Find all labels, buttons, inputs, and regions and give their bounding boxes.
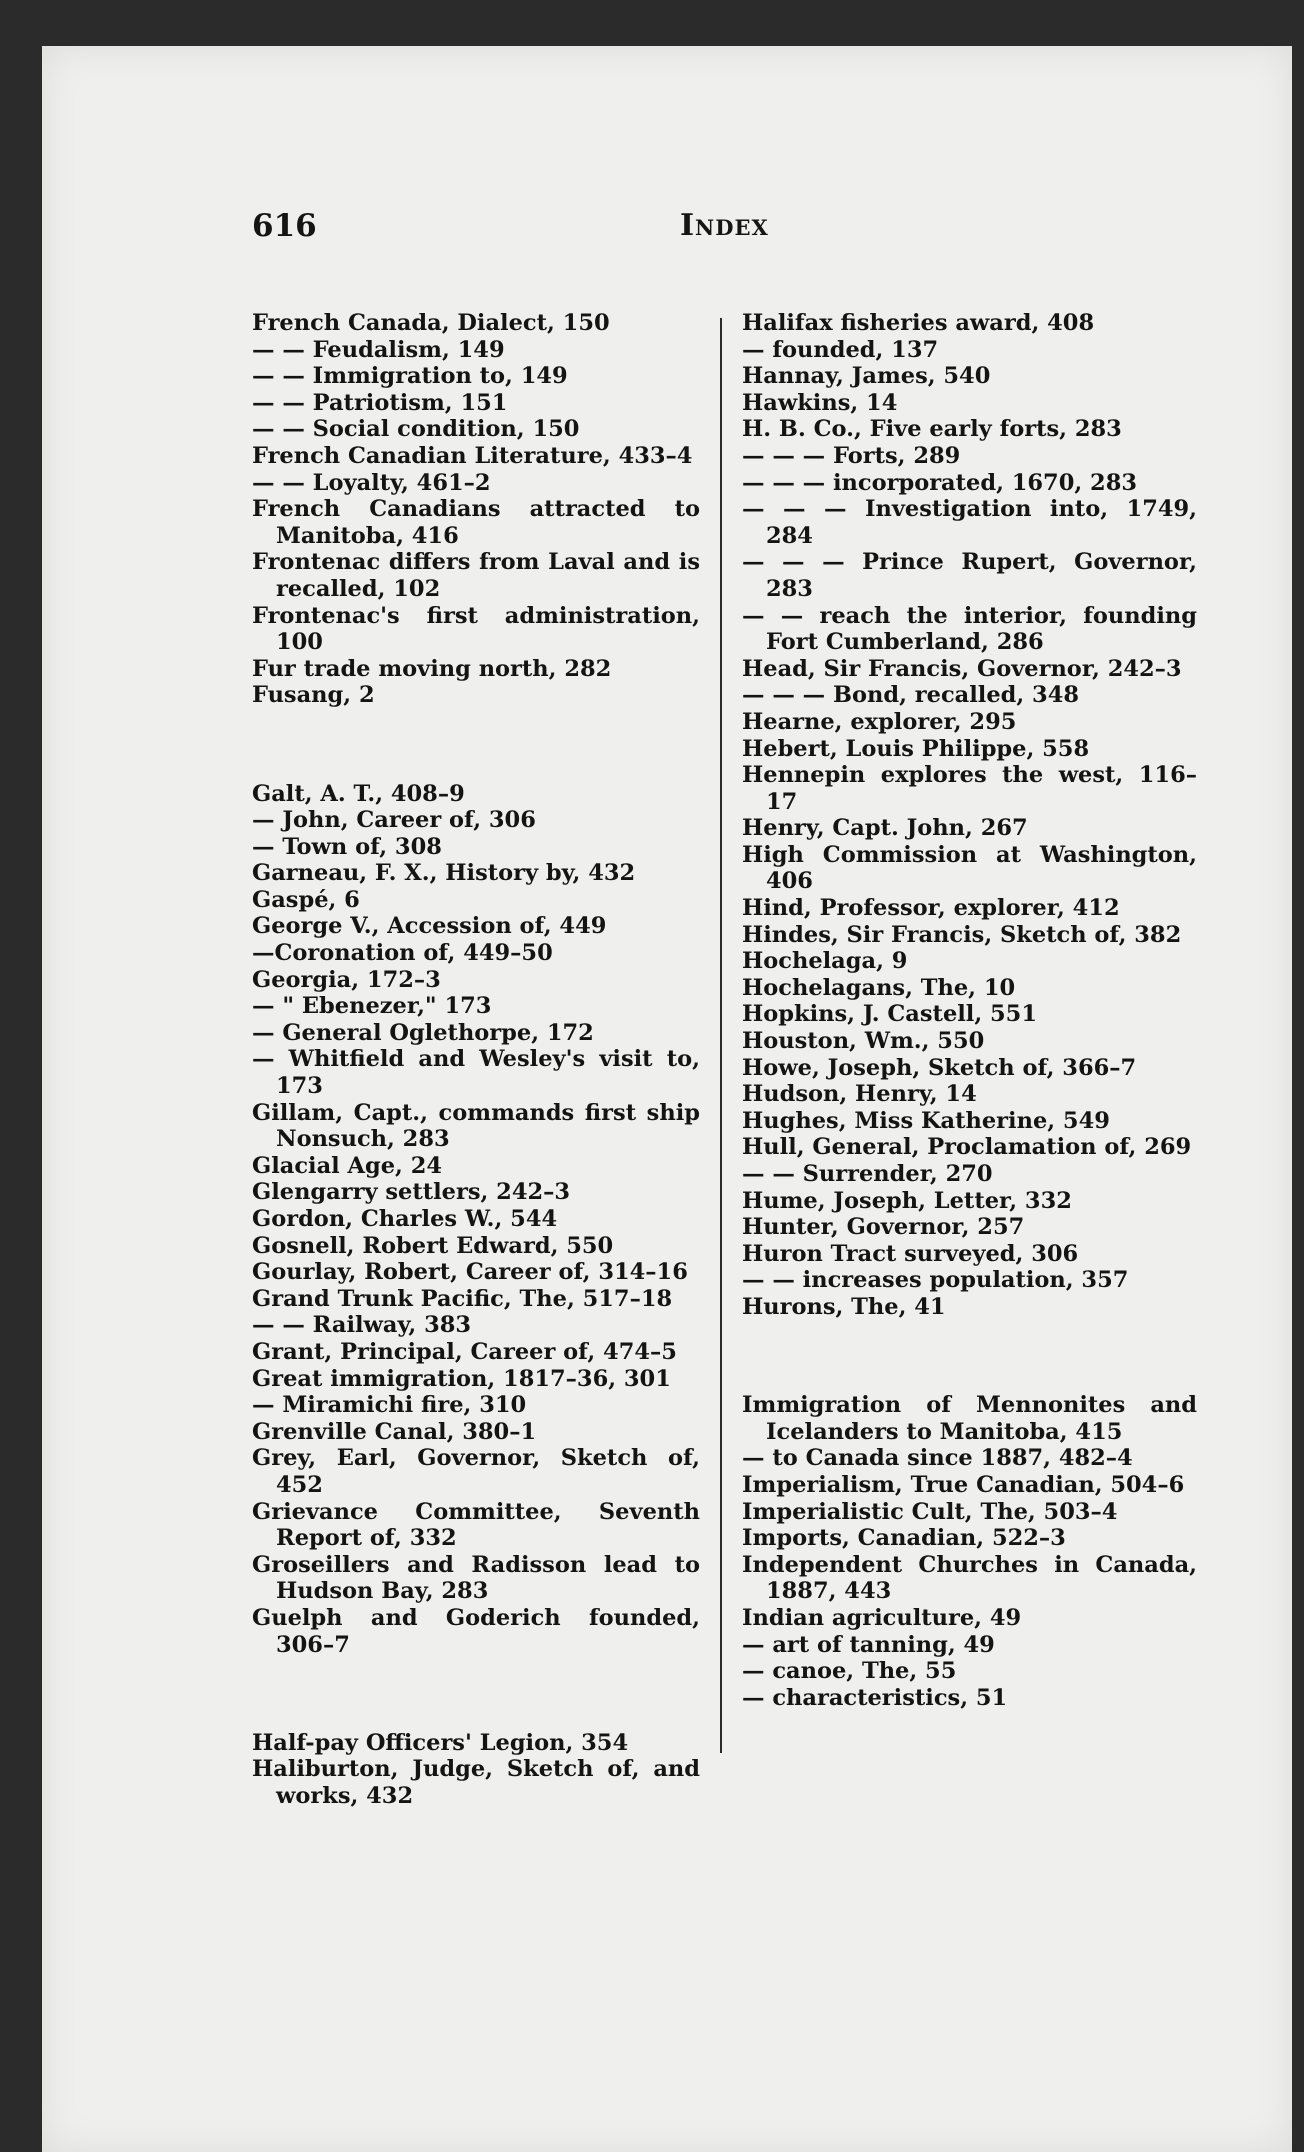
index-entry: Hughes, Miss Katherine, 549 [742,1107,1110,1134]
index-entry: Galt, A. T., 408–9 [252,780,465,807]
index-entry: Grievance Committee, Seventh Report of, 332 [252,1498,700,1552]
index-entry: Halifax fisheries award, 408 [742,310,1095,336]
index-entry: Hennepin explores the west, 116–17 [742,762,1197,815]
index-entry: — canoe, The, 55 [742,1658,957,1685]
index-entry: Independent Churches in Canada, 1887, 443 [742,1551,1197,1605]
index-entry: Grenville Canal, 380–1 [252,1418,537,1445]
index-section-gap [742,1343,1197,1370]
index-entry: Glacial Age, 24 [252,1152,443,1179]
index-entry: —Coronation of, 449–50 [252,940,553,967]
index-section-gap [252,1681,700,1708]
index-entry: — — Immigration to, 149 [252,363,568,390]
index-entry: — Whitfield and Wesley's visit to, 173 [252,1046,700,1100]
index-entry: Great immigration, 1817–36, 301 [252,1365,671,1392]
index-entry: High Commission at Washington, 406 [742,841,1197,895]
index-entry: — " Ebenezer," 173 [252,993,492,1020]
index-entry: Grant, Principal, Career of, 474–5 [252,1338,677,1365]
index-entry: Howe, Joseph, Sketch of, 366–7 [742,1054,1137,1081]
index-entry: — Town of, 308 [252,833,442,860]
index-column-left [252,310,700,1809]
index-entry: — — — Investigation into, 1749, 284 [742,496,1197,549]
index-entry: Immigration of Mennonites and Icelanders to Manitoba, 415 [742,1392,1197,1445]
index-section-gap [252,731,700,758]
index-entry: Hearne, explorer, 295 [742,708,1017,735]
index-entry: Gaspé, 6 [252,886,360,913]
index-entry: Frontenac's first administration, 100 [252,602,700,656]
index-entry: Imports, Canadian, 522–3 [742,1525,1066,1552]
index-entry: Haliburton, Judge, Sketch of, and works, 432 [252,1756,700,1809]
index-entry: — — — Forts, 289 [742,442,961,469]
index-entry: Hurons, The, 41 [742,1293,946,1320]
index-entry: Hull, General, Proclamation of, 269 [742,1134,1192,1161]
index-entry: — — Surrender, 270 [742,1161,993,1187]
index-entry: — General Oglethorpe, 172 [252,1019,594,1046]
index-entry: — John, Career of, 306 [252,807,536,834]
index-entry: Huron Tract surveyed, 306 [742,1240,1079,1267]
index-entry: Half-pay Officers' Legion, 354 [252,1729,629,1756]
index-entry: French Canadian Literature, 433–4 [252,442,693,469]
index-entry: Fur trade moving north, 282 [252,655,612,682]
index-entry: French Canadians attracted to Manitoba, 416 [252,496,700,549]
index-entry: Grand Trunk Pacific, The, 517–18 [252,1285,673,1312]
index-entry: Gordon, Charles W., 544 [252,1206,558,1232]
index-entry: — characteristics, 51 [742,1684,1008,1711]
index-entry: — — — Bond, recalled, 348 [742,682,1080,709]
index-entry: Grey, Earl, Governor, Sketch of, 452 [252,1445,700,1498]
index-entry: Georgia, 172–3 [252,966,441,993]
index-entry: Houston, Wm., 550 [742,1028,985,1055]
index-entry: — — Social condition, 150 [252,416,580,443]
index-entry: Hindes, Sir Francis, Sketch of, 382 [742,921,1182,948]
index-entry: Hannay, James, 540 [742,363,991,390]
index-entry: — — increases population, 357 [742,1267,1129,1294]
index-entry: Imperialistic Cult, The, 503–4 [742,1498,1118,1525]
index-entry: Hebert, Louis Philippe, 558 [742,735,1090,762]
index-entry: Hume, Joseph, Letter, 332 [742,1187,1072,1214]
index-entry: — Miramichi fire, 310 [252,1392,527,1419]
index-entry: Hudson, Henry, 14 [742,1081,977,1108]
index-entry: — — Loyalty, 461–2 [252,469,491,496]
index-entry: — — — Prince Rupert, Governor, 283 [742,549,1197,602]
running-title: Index [680,208,769,243]
index-entry: Gourlay, Robert, Career of, 314–16 [252,1259,688,1286]
index-entry: — — Feudalism, 149 [252,336,505,363]
index-entry: — art of tanning, 49 [742,1631,995,1658]
index-entry: Hawkins, 14 [742,389,898,416]
index-entry: Hopkins, J. Castell, 551 [742,1001,1037,1028]
index-entry: Gillam, Capt., commands first ship Nonsuch, 283 [252,1099,700,1153]
index-entry: Head, Sir Francis, Governor, 242–3 [742,655,1182,682]
page-number: 616 [252,208,317,244]
index-entry: French Canada, Dialect, 150 [252,310,610,336]
index-entry: — — Patriotism, 151 [252,389,508,416]
index-entry: Imperialism, True Canadian, 504–6 [742,1471,1185,1498]
index-entry: — — reach the interior, founding Fort Cumberland, 286 [742,602,1197,656]
index-entry: Guelph and Goderich founded, 306–7 [252,1604,700,1658]
index-entry: Groseillers and Radisson lead to Hudson Bay, 283 [252,1551,700,1605]
index-entry: Glengarry settlers, 242–3 [252,1179,571,1206]
index-entry: Garneau, F. X., History by, 432 [252,860,636,887]
index-entry: Hunter, Governor, 257 [742,1214,1025,1241]
index-entry: — — — incorporated, 1670, 283 [742,469,1138,496]
index-entry: Henry, Capt. John, 267 [742,815,1028,842]
index-entry: Fusang, 2 [252,682,375,709]
index-entry: — to Canada since 1887, 482–4 [742,1445,1133,1472]
page-header [252,208,1172,258]
index-entry: Gosnell, Robert Edward, 550 [252,1232,614,1259]
index-entry: — founded, 137 [742,336,939,363]
index-entry: Frontenac differs from Laval and is recalled, 102 [252,549,700,602]
index-entry: George V., Accession of, 449 [252,913,607,940]
index-entry: Indian agriculture, 49 [742,1604,1022,1631]
index-entry: — — Railway, 383 [252,1312,472,1339]
index-entry: Hind, Professor, explorer, 412 [742,895,1120,922]
index-entry: Hochelaga, 9 [742,948,908,975]
index-column-right [702,310,1197,1711]
index-entry: H. B. Co., Five early forts, 283 [742,416,1122,443]
index-entry: Hochelagans, The, 10 [742,974,1016,1001]
